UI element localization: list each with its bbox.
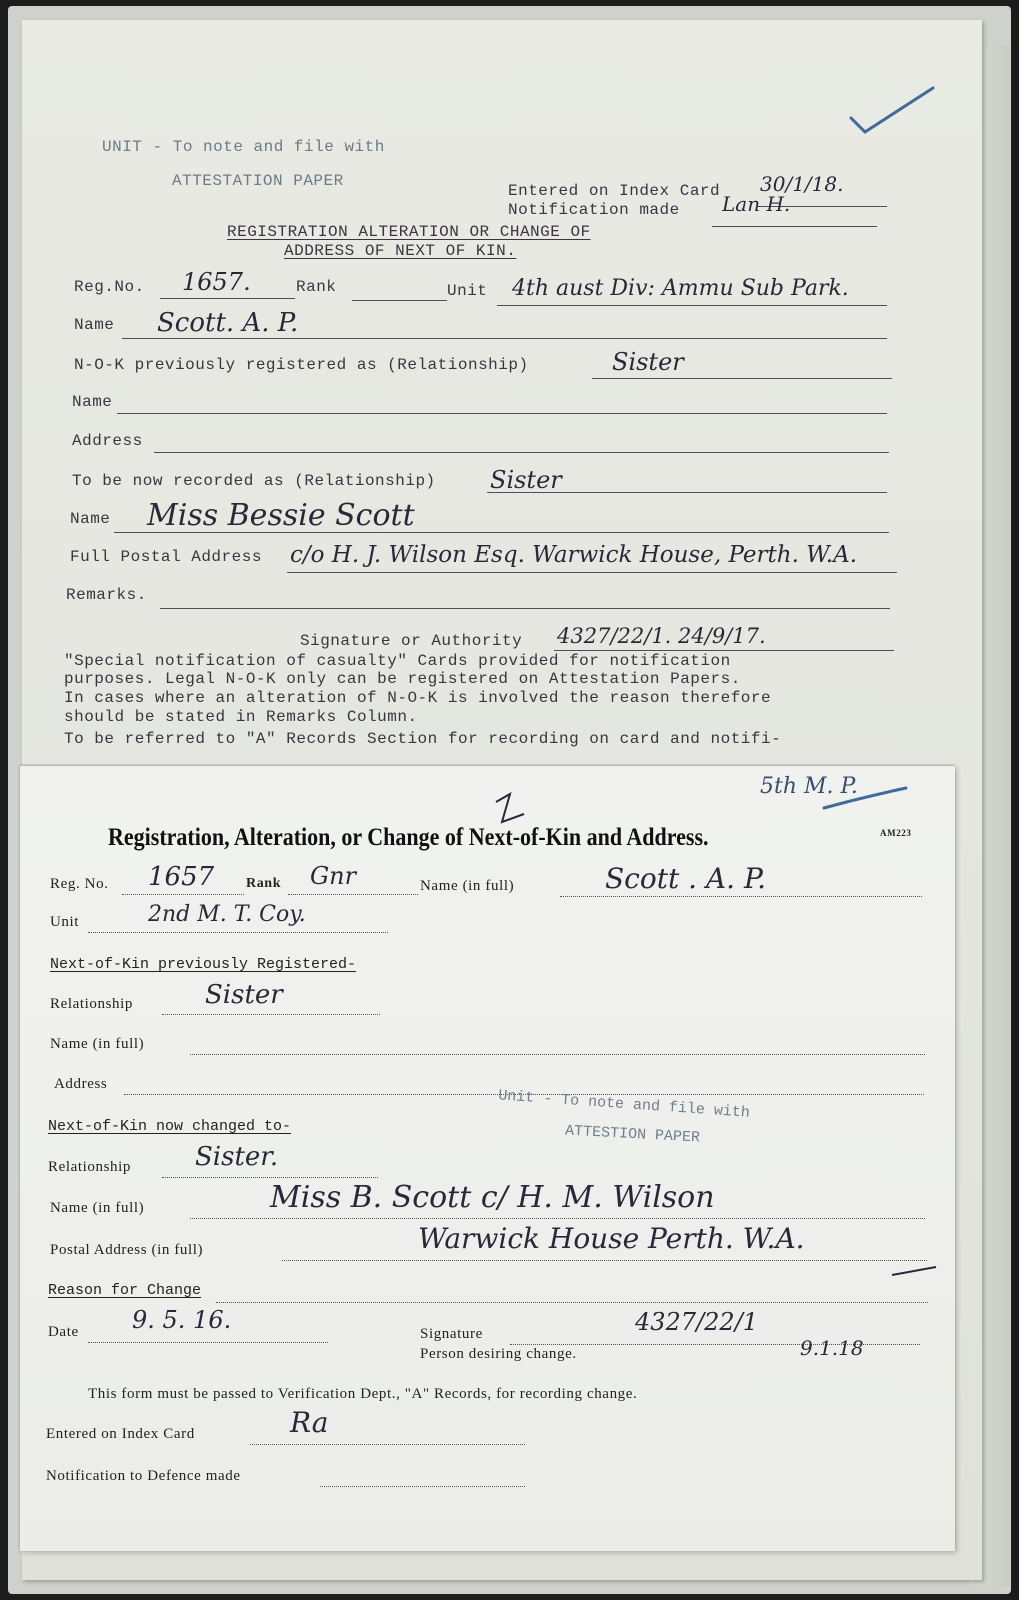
unit-value: 4th aust Div: Ammu Sub Park. <box>512 276 849 301</box>
address-prev-label: Address <box>54 1076 108 1092</box>
postal-line <box>287 572 897 573</box>
entered-dots <box>250 1444 525 1445</box>
relationship-now-label: Relationship <box>48 1159 132 1175</box>
reg-no-label: Reg. No. <box>50 876 109 892</box>
name3-line <box>114 532 889 533</box>
relationship-prev-value: Sister <box>205 980 283 1010</box>
signature-line <box>554 650 894 651</box>
entered-value: 30/1/18. <box>760 172 844 196</box>
person-value: 9.1.18 <box>800 1336 864 1360</box>
now-heading: Next-of-Kin now changed to- <box>48 1118 292 1135</box>
date-dots <box>88 1342 328 1343</box>
name2-line <box>117 413 887 414</box>
name-now-value: Miss B. Scott c/ H. M. Wilson <box>270 1180 715 1215</box>
blue-stroke-icon <box>820 784 910 814</box>
next-of-kin-card <box>20 766 955 1551</box>
note-line-5: To be referred to "A" Records Section for recording on card and notifi- <box>64 730 782 748</box>
name-full-value: Scott . A. P. <box>605 862 767 895</box>
card-heading: Registration, Alteration, or Change of Next-of-Kin and Address. <box>108 824 709 851</box>
address-line <box>154 452 889 453</box>
form-title-line1: REGISTRATION ALTERATION OR CHANGE OF <box>227 223 591 241</box>
tick-icon <box>890 1261 940 1281</box>
postal-label: Full Postal Address <box>70 548 262 566</box>
reg-no-value: 1657 <box>148 862 215 892</box>
name-now-dots <box>190 1218 925 1219</box>
rank-label: Rank <box>296 278 337 296</box>
ink-mark-icon <box>490 788 530 828</box>
name-now-label: Name (in full) <box>50 1200 145 1216</box>
now-recorded-label: To be now recorded as (Relationship) <box>72 472 436 490</box>
name2-label: Name <box>72 393 113 411</box>
check-mark-icon <box>847 80 937 140</box>
relationship-now-value: Sister. <box>195 1142 279 1172</box>
rank-dots <box>288 894 418 895</box>
nok-prev-label: N-O-K previously registered as (Relationship) <box>74 356 529 374</box>
relationship-prev-dots <box>162 1014 380 1015</box>
notification-dots <box>320 1486 525 1487</box>
signature-value: 4327/22/1. 24/9/17. <box>557 624 766 648</box>
stamp-line1: Unit - To note and file with <box>497 1087 751 1122</box>
note-line-2: purposes. Legal N-O-K only can be registered on Attestation Papers. <box>64 670 741 688</box>
name-full-dots <box>560 896 922 897</box>
now-recorded-line <box>487 492 887 493</box>
form-code: AM223 <box>880 828 912 838</box>
unit-line <box>497 305 887 306</box>
name3-label: Name <box>70 510 111 528</box>
date-label: Date <box>48 1324 79 1340</box>
reason-dots <box>216 1302 928 1303</box>
postal-value: c/o H. J. Wilson Esq. Warwick House, Perth. W.A. <box>290 542 858 568</box>
footer-note: This form must be passed to Verification Dept., "A" Records, for recording change. <box>88 1386 638 1402</box>
remarks-label: Remarks. <box>66 586 147 604</box>
entered-label: Entered on Index Card <box>508 182 721 200</box>
signature-label: Signature <box>420 1326 483 1342</box>
note-line-3: In cases where an alteration of N-O-K is involved the reason therefore <box>64 689 772 707</box>
unit-value: 2nd M. T. Coy. <box>148 902 306 927</box>
signature-value: 4327/22/1 <box>635 1308 759 1336</box>
scanned-document <box>8 6 1011 1594</box>
postal-now-label: Postal Address (in full) <box>50 1242 204 1258</box>
reg-no-label: Reg.No. <box>74 278 145 296</box>
name3-value: Miss Bessie Scott <box>147 498 415 533</box>
reg-no-value: 1657. <box>182 268 251 296</box>
reg-no-dots <box>122 894 244 895</box>
notification-label: Notification made <box>508 201 680 219</box>
name-value: Scott. A. P. <box>157 308 299 338</box>
name-line <box>122 338 887 339</box>
nok-prev-line <box>592 378 892 379</box>
form-title-line2: ADDRESS OF NEXT OF KIN. <box>284 242 517 260</box>
notification-line <box>712 226 877 227</box>
notification-label: Notification to Defence made <box>46 1468 241 1484</box>
reason-label: Reason for Change <box>48 1282 202 1299</box>
nok-prev-value: Sister <box>612 348 684 376</box>
corner-note: 5th M. P. <box>760 774 858 799</box>
rank-line <box>352 300 447 301</box>
reg-no-line <box>160 298 295 299</box>
person-label: Person desiring change. <box>420 1346 577 1362</box>
name-label: Name <box>74 316 115 334</box>
name-full-label: Name (in full) <box>420 878 515 894</box>
note-line-1: "Special notification of casualty" Cards provided for notification <box>64 652 731 670</box>
date-value: 9. 5. 16. <box>132 1306 232 1334</box>
unit-label: Unit <box>50 914 80 930</box>
rank-label: Rank <box>246 876 282 891</box>
postal-now-value: Warwick House Perth. W.A. <box>418 1222 805 1255</box>
rank-value: Gnr <box>310 862 357 890</box>
note-line-4: should be stated in Remarks Column. <box>64 708 418 726</box>
unit-note: UNIT - To note and file with <box>102 138 385 156</box>
relationship-now-dots <box>162 1177 378 1178</box>
attestation-label: ATTESTATION PAPER <box>172 172 344 190</box>
signature-label: Signature or Authority <box>300 632 523 650</box>
remarks-line <box>160 608 890 609</box>
stamp-line2: ATTESTION PAPER <box>564 1122 701 1147</box>
name-prev-label: Name (in full) <box>50 1036 145 1052</box>
now-recorded-value: Sister <box>490 466 562 494</box>
relationship-prev-label: Relationship <box>50 996 134 1012</box>
postal-now-dots <box>282 1260 927 1261</box>
name-prev-dots <box>190 1054 925 1055</box>
unit-label: Unit <box>447 282 488 300</box>
entered-value: Ra <box>290 1406 329 1439</box>
unit-dots <box>88 932 388 933</box>
prev-heading: Next-of-Kin previously Registered- <box>50 956 357 973</box>
entered-label: Entered on Index Card <box>46 1426 195 1442</box>
notification-value: Lan H. <box>722 192 791 216</box>
address-label: Address <box>72 432 143 450</box>
